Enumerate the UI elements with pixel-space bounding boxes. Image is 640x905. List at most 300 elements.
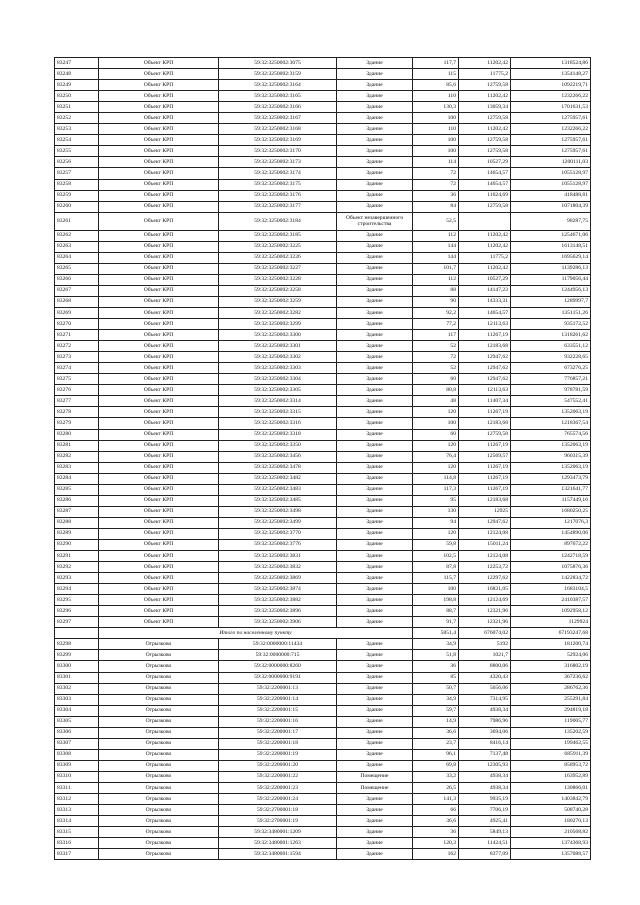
cadastral-value-cell: 1179056,44: [511, 274, 591, 285]
cadastral-number-cell: 59:32:3250002:3906: [219, 617, 337, 628]
unit-value-cell: 12759,58: [459, 80, 511, 91]
cadastral-value-cell: 1129924: [511, 617, 591, 628]
unit-value-cell: 11424,51: [459, 838, 511, 849]
area-cell: 36: [413, 661, 459, 672]
unit-value-cell: 12759,58: [459, 113, 511, 124]
cadastral-number-cell: 59:32:0000000:11434: [219, 639, 337, 650]
row-number-cell: 83260: [55, 201, 99, 212]
object-name-cell: Объект КРП: [99, 517, 219, 528]
area-cell: 60: [413, 374, 459, 385]
cadastral-value-cell: 1075876,36: [511, 562, 591, 573]
object-type-cell: Здание: [337, 462, 413, 473]
row-number-cell: 83265: [55, 263, 99, 274]
cadastral-number-cell: 59:32:3250002:3225: [219, 241, 337, 252]
row-number-cell: 83288: [55, 517, 99, 528]
object-type-cell: Здание: [337, 407, 413, 418]
cadastral-number-cell: 59:32:3250002:3301: [219, 341, 337, 352]
row-number-cell: 83294: [55, 584, 99, 595]
row-number-cell: 83316: [55, 838, 99, 849]
table-row: [55, 102, 591, 113]
cadastral-number-cell: 59:32:3250002:3258: [219, 285, 337, 296]
area-cell: 117: [413, 330, 459, 341]
cadastral-value-cell: 1352063,19: [511, 407, 591, 418]
cadastral-value-cell: 1254671,06: [511, 230, 591, 241]
cadastral-value-cell: 1200111,03: [511, 157, 591, 168]
cadastral-number-cell: 59:32:3250002:3169: [219, 135, 337, 146]
object-name-cell: Огрызково: [99, 805, 219, 816]
object-name-cell: Огрызково: [99, 705, 219, 716]
cadastral-number-cell: 59:32:3250002:3299: [219, 319, 337, 330]
cadastral-number-cell: 59:32:3250002:3177: [219, 201, 337, 212]
object-type-cell: Здание: [337, 539, 413, 550]
object-type-cell: Здание: [337, 113, 413, 124]
row-number-cell: 83302: [55, 683, 99, 694]
object-name-cell: Объект КРП: [99, 241, 219, 252]
object-type-cell: Здание: [337, 146, 413, 157]
object-type-cell: Здание: [337, 58, 413, 69]
table-row: [55, 396, 591, 407]
object-type-cell: Здание: [337, 363, 413, 374]
area-cell: 60: [413, 429, 459, 440]
registry-table: [54, 57, 591, 860]
cadastral-value-cell: 935172,52: [511, 319, 591, 330]
cadastral-value-cell: 1289997,7: [511, 296, 591, 307]
cadastral-value-cell: 1318524,86: [511, 58, 591, 69]
cadastral-value-cell: 1403842,79: [511, 794, 591, 805]
table-row: [55, 451, 591, 462]
table-row: [55, 201, 591, 212]
area-cell: 110: [413, 91, 459, 102]
object-type-cell: Здание: [337, 201, 413, 212]
area-cell: 144: [413, 252, 459, 263]
area-cell: 115,7: [413, 573, 459, 584]
unit-value-cell: 11775,2: [459, 252, 511, 263]
object-name-cell: Объект КРП: [99, 495, 219, 506]
object-name-cell: Огрызково: [99, 683, 219, 694]
area-cell: 59,8: [413, 539, 459, 550]
cadastral-number-cell: 59:32:0000000:8260: [219, 661, 337, 672]
table-row: [55, 252, 591, 263]
object-type-cell: Здание: [337, 672, 413, 683]
area-cell: 85,6: [413, 80, 459, 91]
object-name-cell: Объект КРП: [99, 307, 219, 318]
unit-value-cell: 12124,08: [459, 551, 511, 562]
table-row: [55, 794, 591, 805]
unit-value-cell: 14654,57: [459, 307, 511, 318]
object-type-cell: Здание: [337, 274, 413, 285]
object-type-cell: Здание: [337, 816, 413, 827]
cadastral-number-cell: 59:32:3250002:3314: [219, 396, 337, 407]
object-name-cell: Объект КРП: [99, 190, 219, 201]
unit-value-cell: 5849,13: [459, 827, 511, 838]
area-cell: 50,7: [413, 683, 459, 694]
unit-value-cell: 12183,68: [459, 495, 511, 506]
object-type-cell: Здание: [337, 573, 413, 584]
unit-value-cell: 4938,34: [459, 705, 511, 716]
cadastral-value-cell: 255291,84: [511, 694, 591, 705]
object-type-cell: Здание: [337, 168, 413, 179]
object-type-cell: Здание: [337, 727, 413, 738]
cadastral-value-cell: 1242718,59: [511, 551, 591, 562]
row-number-cell: 83300: [55, 661, 99, 672]
object-type-cell: Здание: [337, 230, 413, 241]
unit-value-cell: 12759,58: [459, 201, 511, 212]
object-type-cell: Здание: [337, 738, 413, 749]
unit-value-cell: 11267,19: [459, 462, 511, 473]
table-row: [55, 617, 591, 628]
cadastral-number-cell: 59:32:3250002:3166: [219, 102, 337, 113]
area-cell: 87,8: [413, 562, 459, 573]
object-name-cell: Огрызково: [99, 661, 219, 672]
object-name-cell: Объект КРП: [99, 274, 219, 285]
unit-value-cell: 12321,96: [459, 606, 511, 617]
object-type-cell: Здание: [337, 617, 413, 628]
object-name-cell: Огрызково: [99, 816, 219, 827]
unit-value-cell: 14147,23: [459, 285, 511, 296]
cadastral-number-cell: 59:32:3250002:3174: [219, 168, 337, 179]
row-number-cell: 83250: [55, 91, 99, 102]
row-number-cell: 83313: [55, 805, 99, 816]
table-row: [55, 727, 591, 738]
object-name-cell: Объект КРП: [99, 157, 219, 168]
area-cell: 120: [413, 440, 459, 451]
cadastral-value-cell: 1092219,71: [511, 80, 591, 91]
table-row: [55, 805, 591, 816]
table-row: [55, 179, 591, 190]
unit-value-cell: 11202,42: [459, 241, 511, 252]
area-cell: 102,5: [413, 551, 459, 562]
subtotal-rate: 676074,02: [459, 628, 511, 639]
row-number-cell: 83257: [55, 168, 99, 179]
row-number-cell: 83271: [55, 330, 99, 341]
object-type-cell: Здание: [337, 285, 413, 296]
object-name-cell: Объект КРП: [99, 595, 219, 606]
object-name-cell: Объект КРП: [99, 263, 219, 274]
table-row: [55, 506, 591, 517]
area-cell: 91,7: [413, 617, 459, 628]
area-cell: 117,3: [413, 484, 459, 495]
object-type-cell: Здание: [337, 252, 413, 263]
row-number-cell: 83251: [55, 102, 99, 113]
cadastral-number-cell: 59:32:3250002:3499: [219, 517, 337, 528]
unit-value-cell: 12113,63: [459, 385, 511, 396]
object-type-cell: Здание: [337, 484, 413, 495]
cadastral-number-cell: 59:32:0000000:9191: [219, 672, 337, 683]
cadastral-value-cell: 286762,36: [511, 683, 591, 694]
cadastral-number-cell: 59:32:3250002:3498: [219, 506, 337, 517]
table-row: [55, 639, 591, 650]
object-name-cell: Объект КРП: [99, 80, 219, 91]
area-cell: 90: [413, 296, 459, 307]
unit-value-cell: 11407,34: [459, 396, 511, 407]
unit-value-cell: 7706,19: [459, 805, 511, 816]
object-type-cell: Здание: [337, 528, 413, 539]
cadastral-value-cell: 52924,06: [511, 650, 591, 661]
area-cell: 72: [413, 179, 459, 190]
row-number-cell: 83252: [55, 113, 99, 124]
object-type-cell: Здание: [337, 91, 413, 102]
unit-value-cell: 12759,58: [459, 135, 511, 146]
area-cell: 84: [413, 201, 459, 212]
area-cell: 51,8: [413, 650, 459, 661]
cadastral-number-cell: 59:32:3480001:1594: [219, 849, 337, 860]
area-cell: 36: [413, 190, 459, 201]
table-row: [55, 517, 591, 528]
cadastral-number-cell: 59:32:2200001:18: [219, 738, 337, 749]
unit-value-cell: 5192: [459, 639, 511, 650]
table-row: [55, 551, 591, 562]
object-name-cell: Объект КРП: [99, 539, 219, 550]
unit-value-cell: 12297,62: [459, 573, 511, 584]
unit-value-cell: 12947,62: [459, 363, 511, 374]
row-number-cell: 83267: [55, 285, 99, 296]
row-number-cell: 83269: [55, 307, 99, 318]
table-row: [55, 190, 591, 201]
cadastral-value-cell: 673276,25: [511, 363, 591, 374]
object-name-cell: Огрызково: [99, 783, 219, 794]
table-row: [55, 374, 591, 385]
object-name-cell: Объект КРП: [99, 396, 219, 407]
cadastral-number-cell: 59:32:3250002:3305: [219, 385, 337, 396]
table-row: [55, 484, 591, 495]
cadastral-value-cell: 508740,28: [511, 805, 591, 816]
area-cell: 95: [413, 495, 459, 506]
object-name-cell: Объект КРП: [99, 440, 219, 451]
table-row: [55, 274, 591, 285]
row-number-cell: 83291: [55, 551, 99, 562]
area-cell: 85: [413, 672, 459, 683]
cadastral-value-cell: 1275957,61: [511, 146, 591, 157]
object-type-cell: Здание: [337, 683, 413, 694]
object-name-cell: Огрызково: [99, 694, 219, 705]
unit-value-cell: 12947,62: [459, 374, 511, 385]
unit-value-cell: 15011,24: [459, 539, 511, 550]
cadastral-value-cell: 210568,82: [511, 827, 591, 838]
area-cell: 88: [413, 285, 459, 296]
table-row: [55, 606, 591, 617]
table-row: [55, 562, 591, 573]
object-type-cell: Здание: [337, 639, 413, 650]
table-row: [55, 738, 591, 749]
object-name-cell: Объект КРП: [99, 562, 219, 573]
object-name-cell: Объект КРП: [99, 418, 219, 429]
table-row: [55, 113, 591, 124]
unit-value-cell: 8800,06: [459, 661, 511, 672]
row-number-cell: 83293: [55, 573, 99, 584]
cadastral-value-cell: 1139286,13: [511, 263, 591, 274]
cadastral-value-cell: 978781,59: [511, 385, 591, 396]
cadastral-value-cell: 897672,22: [511, 539, 591, 550]
table-row: [55, 473, 591, 484]
table-row: [55, 157, 591, 168]
row-number-cell: 83272: [55, 341, 99, 352]
object-name-cell: Объект КРП: [99, 168, 219, 179]
row-number-cell: 83259: [55, 190, 99, 201]
area-cell: 34,9: [413, 694, 459, 705]
row-number-cell: 83278: [55, 407, 99, 418]
cadastral-number-cell: 59:32:3250002:3300: [219, 330, 337, 341]
row-number-cell: 83249: [55, 80, 99, 91]
cadastral-value-cell: 1318261,62: [511, 330, 591, 341]
cadastral-number-cell: 59:32:3250002:3167: [219, 113, 337, 124]
object-type-cell: Помещение: [337, 783, 413, 794]
area-cell: 120: [413, 407, 459, 418]
object-type-cell: Здание: [337, 595, 413, 606]
cadastral-number-cell: 59:32:3250002:3226: [219, 252, 337, 263]
cadastral-value-cell: 316802,19: [511, 661, 591, 672]
cadastral-number-cell: 59:32:2200001:15: [219, 705, 337, 716]
unit-value-cell: 7314,95: [459, 694, 511, 705]
object-name-cell: Огрызково: [99, 827, 219, 838]
row-number-cell: 83312: [55, 794, 99, 805]
table-row: [55, 263, 591, 274]
table-row: [55, 418, 591, 429]
row-number-cell: 83262: [55, 230, 99, 241]
unit-value-cell: 13059,34: [459, 102, 511, 113]
object-type-cell: Здание: [337, 694, 413, 705]
object-type-cell: Здание: [337, 80, 413, 91]
row-number-cell: 83295: [55, 595, 99, 606]
object-name-cell: Объект КРП: [99, 330, 219, 341]
object-name-cell: Объект КРП: [99, 352, 219, 363]
object-type-cell: Здание: [337, 418, 413, 429]
object-type-cell: Здание: [337, 179, 413, 190]
cadastral-value-cell: 1701631,53: [511, 102, 591, 113]
area-cell: 96,1: [413, 749, 459, 760]
cadastral-value-cell: 181200,74: [511, 639, 591, 650]
cadastral-number-cell: 59:32:3250002:3184: [219, 212, 337, 230]
table-row: [55, 672, 591, 683]
cadastral-value-cell: 418488,81: [511, 190, 591, 201]
area-cell: 48: [413, 396, 459, 407]
object-name-cell: Объект КРП: [99, 429, 219, 440]
object-name-cell: Огрызково: [99, 716, 219, 727]
unit-value-cell: [459, 212, 511, 230]
object-name-cell: Объект КРП: [99, 462, 219, 473]
object-name-cell: Огрызково: [99, 650, 219, 661]
row-number-cell: 83283: [55, 462, 99, 473]
object-type-cell: Здание: [337, 307, 413, 318]
object-type-cell: Здание: [337, 705, 413, 716]
table-row: [55, 135, 591, 146]
table-row: [55, 58, 591, 69]
cadastral-value-cell: 1613148,51: [511, 241, 591, 252]
unit-value-cell: 3694,06: [459, 727, 511, 738]
object-type-cell: Здание: [337, 551, 413, 562]
cadastral-value-cell: 1217076,3: [511, 517, 591, 528]
subtotal-row: [55, 628, 591, 639]
object-name-cell: Объект КРП: [99, 146, 219, 157]
cadastral-value-cell: 1454890,06: [511, 528, 591, 539]
cadastral-value-cell: 1232266,22: [511, 91, 591, 102]
object-name-cell: Объект КРП: [99, 124, 219, 135]
unit-value-cell: 12569,57: [459, 451, 511, 462]
object-type-cell: Здание: [337, 157, 413, 168]
area-cell: 72: [413, 352, 459, 363]
unit-value-cell: 12305,93: [459, 760, 511, 771]
row-number-cell: 83285: [55, 484, 99, 495]
object-type-cell: Здание: [337, 241, 413, 252]
object-type-cell: Здание: [337, 102, 413, 113]
cadastral-value-cell: 765574,56: [511, 429, 591, 440]
area-cell: 130: [413, 506, 459, 517]
cadastral-number-cell: 59:32:3250002:3075: [219, 58, 337, 69]
row-number-cell: 83256: [55, 157, 99, 168]
area-cell: 144: [413, 241, 459, 252]
area-cell: 114,8: [413, 473, 459, 484]
area-cell: 36: [413, 827, 459, 838]
cadastral-value-cell: 199462,55: [511, 738, 591, 749]
row-number-cell: 83270: [55, 319, 99, 330]
area-cell: 100: [413, 113, 459, 124]
area-cell: 80,8: [413, 385, 459, 396]
row-number-cell: 83301: [55, 672, 99, 683]
row-number-cell: 83297: [55, 617, 99, 628]
object-name-cell: Объект КРП: [99, 385, 219, 396]
row-number-cell: 83303: [55, 694, 99, 705]
object-name-cell: Объект КРП: [99, 451, 219, 462]
table-row: [55, 296, 591, 307]
cadastral-number-cell: 59:32:3250002:3896: [219, 606, 337, 617]
cadastral-value-cell: 163952,89: [511, 771, 591, 782]
cadastral-value-cell: 1293473,79: [511, 473, 591, 484]
object-name-cell: Объект КРП: [99, 374, 219, 385]
row-number-cell: 83290: [55, 539, 99, 550]
table-row: [55, 816, 591, 827]
area-cell: 130,3: [413, 102, 459, 113]
table-row: [55, 352, 591, 363]
unit-value-cell: 7986,96: [459, 716, 511, 727]
table-row: [55, 69, 591, 80]
unit-value-cell: 9935,19: [459, 794, 511, 805]
table-row: [55, 760, 591, 771]
object-type-cell: Помещение: [337, 771, 413, 782]
object-name-cell: Объект КРП: [99, 201, 219, 212]
area-cell: 52: [413, 363, 459, 374]
object-type-cell: Здание: [337, 296, 413, 307]
cadastral-value-cell: 1374368,93: [511, 838, 591, 849]
row-number-cell: 83277: [55, 396, 99, 407]
cadastral-value-cell: 1321641,77: [511, 484, 591, 495]
unit-value-cell: 10527,29: [459, 274, 511, 285]
unit-value-cell: 12253,72: [459, 562, 511, 573]
object-type-cell: Здание: [337, 330, 413, 341]
cadastral-value-cell: 547552,41: [511, 396, 591, 407]
row-number-cell: 83266: [55, 274, 99, 285]
subtotal-label: Итого по населенному пункту: [99, 628, 413, 639]
table-row: [55, 330, 591, 341]
cadastral-value-cell: 685911,39: [511, 749, 591, 760]
unit-value-cell: 12321,96: [459, 617, 511, 628]
cadastral-number-cell: 59:32:3250002:3874: [219, 584, 337, 595]
table-row: [55, 539, 591, 550]
row-number-cell: 83282: [55, 451, 99, 462]
unit-value-cell: 12759,58: [459, 429, 511, 440]
object-type-cell: Здание: [337, 440, 413, 451]
cadastral-value-cell: 1351151,26: [511, 307, 591, 318]
area-cell: 77,2: [413, 319, 459, 330]
cadastral-number-cell: 59:32:3250002:3770: [219, 528, 337, 539]
row-number-cell: 83315: [55, 827, 99, 838]
area-cell: 23,7: [413, 738, 459, 749]
table-row: [55, 683, 591, 694]
object-name-cell: Объект КРП: [99, 341, 219, 352]
unit-value-cell: 11267,19: [459, 440, 511, 451]
object-name-cell: Огрызково: [99, 771, 219, 782]
object-type-cell: Здание: [337, 749, 413, 760]
object-type-cell: Здание: [337, 473, 413, 484]
subtotal-area: 5851,4: [413, 628, 459, 639]
